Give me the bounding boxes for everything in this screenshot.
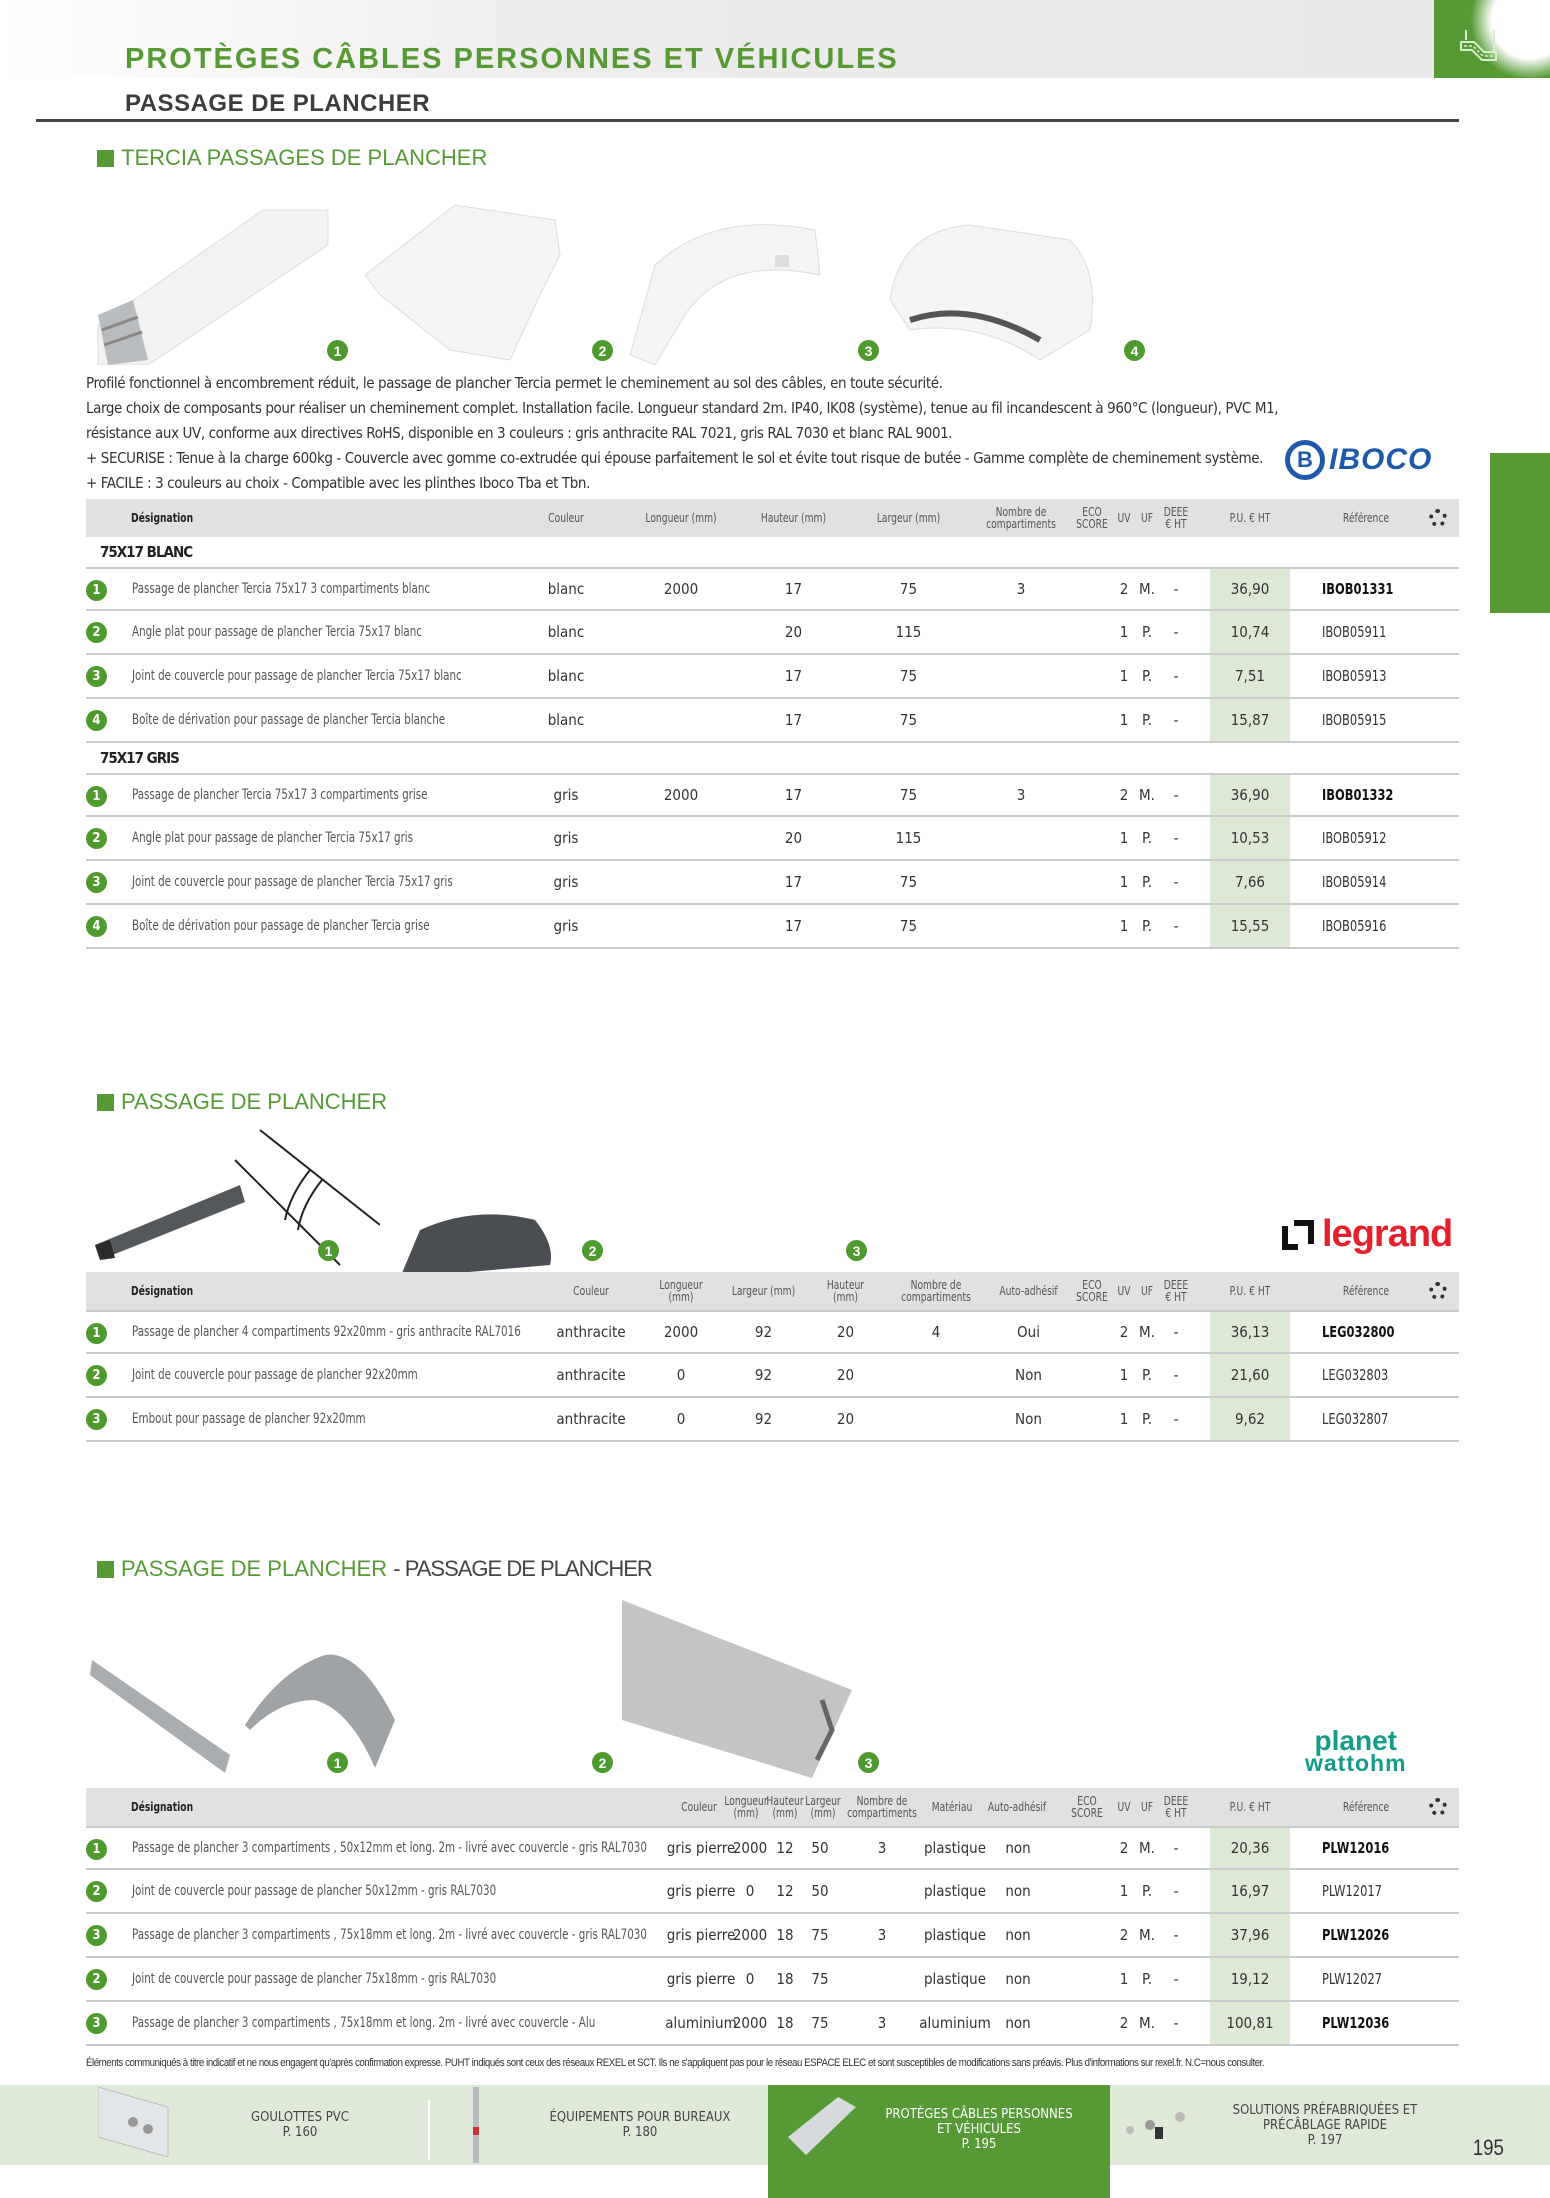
cell-longueur: 0	[745, 1970, 755, 1988]
cell-reference: IBOB05915	[1322, 711, 1387, 729]
cell-longueur: 0	[676, 1410, 686, 1428]
cell-comp: 4	[931, 1323, 941, 1341]
table-header: Désignation Couleur Longueur (mm) Largeur (mm) Hauteur (mm) Nombre de compartiments Auto-adhésif ECO SCORE UV UF DEEE € HT P.U. € HT Référence	[86, 1272, 1459, 1310]
iboco-mark-icon: B	[1285, 440, 1325, 480]
badge-3: 3	[858, 1752, 879, 1773]
cell-uf: P.	[1141, 1882, 1153, 1900]
cell-largeur: 115	[895, 829, 922, 847]
cell-longueur: 0	[745, 1882, 755, 1900]
cell-comp	[886, 1354, 986, 1396]
nav-proteges-cables[interactable]: PROTÈGES CÂBLES PERSONNES ET VÉHICULES P. 195	[768, 2085, 1110, 2198]
product-image-floor-passage	[90, 1180, 250, 1260]
cell-uv: 2	[1119, 580, 1129, 598]
cell-uf: M.	[1139, 786, 1155, 804]
group-label: 75X17 GRIS	[100, 749, 179, 767]
table-row[interactable]	[86, 1914, 1459, 1958]
item-number-badge: 2	[86, 1969, 107, 1990]
cell-comp: 3	[877, 1839, 887, 1857]
cell-largeur: 92	[754, 1410, 773, 1428]
cell-reference: IBOB01332	[1322, 786, 1394, 804]
goulottes-thumbnail-icon	[98, 2087, 173, 2157]
table-row[interactable]	[86, 1958, 1459, 2002]
category-tab	[1434, 0, 1550, 78]
cell-deee: -	[1173, 873, 1179, 891]
cell-price: 15,87	[1210, 699, 1290, 741]
cell-longueur: 2000	[663, 580, 699, 598]
item-number-badge: 1	[86, 786, 107, 807]
cell-couleur: gris pierre	[666, 1882, 736, 1900]
cell-comp	[842, 1958, 922, 2000]
cell-longueur: 2000	[732, 1839, 768, 1857]
cell-uf: M.	[1139, 580, 1155, 598]
equipements-thumbnail-icon	[470, 2085, 482, 2165]
cell-uf: M.	[1139, 1839, 1155, 1857]
cell-deee: -	[1173, 1882, 1179, 1900]
cell-comp	[971, 861, 1071, 903]
cell-deee: -	[1173, 2014, 1179, 2032]
cell-deee: -	[1173, 917, 1179, 935]
badge-2: 2	[582, 1240, 603, 1261]
nav-goulottes-pvc[interactable]: GOULOTTES PVC P. 160	[251, 2110, 349, 2140]
cell-mat: plastique	[923, 1970, 987, 1988]
cell-longueur: 2000	[732, 2014, 768, 2032]
cell-largeur: 50	[811, 1839, 829, 1857]
group-label: 75X17 BLANC	[100, 543, 193, 561]
cell-deee: -	[1173, 786, 1179, 804]
cell-hauteur: 20	[836, 1410, 855, 1428]
cell-couleur: anthracite	[556, 1323, 626, 1341]
table-row[interactable]	[86, 1826, 1459, 1870]
table-row[interactable]	[86, 567, 1459, 611]
product-table-tercia	[86, 499, 1459, 949]
cell-hauteur: 20	[836, 1323, 855, 1341]
cell-deee: -	[1173, 623, 1179, 641]
table-row[interactable]	[86, 1398, 1459, 1442]
product-image-cover-joint	[625, 205, 845, 365]
product-image-junction-box	[880, 210, 1110, 360]
cell-price: 7,66	[1210, 861, 1290, 903]
cell-deee: -	[1173, 1366, 1179, 1384]
cell-mat: plastique	[923, 1882, 987, 1900]
cell-couleur: gris	[553, 873, 579, 891]
recycle-icon	[1429, 509, 1447, 527]
side-tab-marker	[1490, 453, 1550, 613]
cell-longueur: 2000	[663, 786, 699, 804]
product-table-wattohm	[86, 1788, 1459, 2046]
title-divider	[36, 119, 1459, 122]
cell-couleur: gris	[553, 829, 579, 847]
cell-uv: 1	[1119, 711, 1129, 729]
badge-3: 3	[858, 340, 879, 361]
cell-largeur: 75	[811, 1926, 829, 1944]
cell-couleur: gris pierre	[666, 1839, 736, 1857]
cell-auto: Non	[1015, 1410, 1042, 1428]
badge-4: 4	[1124, 340, 1145, 361]
cell-longueur	[631, 655, 731, 697]
cell-uv: 2	[1119, 1926, 1129, 1944]
cell-price: 15,55	[1210, 905, 1290, 947]
badge-1: 1	[318, 1240, 339, 1261]
cell-comp	[971, 905, 1071, 947]
cell-reference: PLW12036	[1322, 2014, 1390, 2032]
table-row[interactable]	[86, 773, 1459, 817]
page-number: 195	[1472, 2135, 1504, 2160]
cell-deee: -	[1173, 1926, 1179, 1944]
cell-designation: Passage de plancher 3 compartiments , 75x18mm et long. 2m - livré avec couvercle - Alu	[132, 2015, 596, 2031]
cell-uf: M.	[1139, 1323, 1155, 1341]
badge-2: 2	[592, 1752, 613, 1773]
proteges-thumbnail-icon	[788, 2097, 858, 2157]
cell-hauteur: 17	[784, 917, 803, 935]
cell-uv: 2	[1119, 1323, 1129, 1341]
cell-longueur	[631, 699, 731, 741]
product-image-wattohm-alu	[622, 1600, 862, 1780]
cell-reference: IBOB05914	[1322, 873, 1387, 891]
cell-uf: P.	[1141, 829, 1153, 847]
legrand-mark-icon	[1282, 1220, 1314, 1250]
cell-mat: plastique	[923, 1839, 987, 1857]
cell-largeur: 92	[754, 1366, 773, 1384]
cell-longueur	[631, 905, 731, 947]
cell-price: 19,12	[1210, 1958, 1290, 2000]
cell-uv: 1	[1119, 873, 1129, 891]
cell-largeur: 75	[899, 580, 918, 598]
cell-comp	[971, 699, 1071, 741]
table-row[interactable]	[86, 1870, 1459, 1914]
cell-uv: 2	[1119, 2014, 1129, 2032]
cell-largeur: 115	[895, 623, 922, 641]
recycle-icon	[1429, 1798, 1447, 1816]
table-row[interactable]	[86, 817, 1459, 861]
nav-equipements-bureaux[interactable]: ÉQUIPEMENTS POUR BUREAUX P. 180	[549, 2110, 731, 2140]
badge-2: 2	[592, 340, 613, 361]
cell-deee: -	[1173, 1323, 1179, 1341]
cell-price: 21,60	[1210, 1354, 1290, 1396]
cell-couleur: anthracite	[556, 1410, 626, 1428]
cell-couleur: anthracite	[556, 1366, 626, 1384]
section-title-tercia: TERCIA PASSAGES DE PLANCHER	[97, 145, 487, 171]
cell-couleur: gris pierre	[666, 1970, 736, 1988]
cell-deee: -	[1173, 1839, 1179, 1857]
item-number-badge: 3	[86, 872, 107, 893]
cell-deee: -	[1173, 829, 1179, 847]
cell-price: 10,74	[1210, 611, 1290, 653]
cell-designation: Joint de couvercle pour passage de plancher 92x20mm	[132, 1367, 418, 1383]
cell-uv: 1	[1119, 1882, 1129, 1900]
product-description: Profilé fonctionnel à encombrement réduit, le passage de plancher Tercia permet le cheminement au sol des câbles, en toute sécurité. Large choix de composants pour réaliser un cheminement complet. Installation facile. Longueur standard 2m. IP40, IK08 (système), tenue au fil incandescent à 960°C (longueur), PVC M1, résistance aux UV, conforme aux directives RoHS, disponible en 3 couleurs : gris anthracite RAL 7021, gris RAL 7030 et blanc RAL 9001. + SECURISE : Tenue à la charge 600kg - Couvercle avec gomme co-extrudée qui épouse parfaitement le sol et évite tout risque de butée - Gamme complète de cheminement système. + FACILE : 3 couleurs au choix - Compatible avec les plinthes Iboco Tba et Tbn.	[86, 374, 1279, 492]
cell-deee: -	[1173, 667, 1179, 685]
cell-hauteur: 17	[784, 667, 803, 685]
cell-uv: 1	[1119, 623, 1129, 641]
cell-reference: IBOB05911	[1322, 623, 1387, 641]
table-header: Désignation Couleur Longueur (mm) Hauteur (mm) Largeur (mm) Nombre de compartiments ECO SCORE UV UF DEEE € HT P.U. € HT Référence	[86, 499, 1459, 537]
section-title-passage-2: PASSAGE DE PLANCHER - PASSAGE DE PLANCHER	[97, 1556, 652, 1582]
cell-hauteur: 20	[784, 623, 803, 641]
cell-couleur: blanc	[547, 623, 585, 641]
cell-hauteur: 18	[776, 1970, 794, 1988]
cell-uv: 2	[1119, 1839, 1129, 1857]
badge-1: 1	[327, 1752, 348, 1773]
cell-hauteur: 12	[776, 1882, 794, 1900]
brand-logo-planet-wattohm: planet wattohm	[1305, 1725, 1407, 1776]
cell-price: 10,53	[1210, 817, 1290, 859]
cell-longueur: 2000	[732, 1926, 768, 1944]
cell-designation: Joint de couvercle pour passage de plancher 50x12mm - gris RAL7030	[132, 1883, 497, 1899]
cell-hauteur: 20	[836, 1366, 855, 1384]
cell-largeur: 92	[754, 1323, 773, 1341]
item-number-badge: 3	[86, 1409, 107, 1430]
cell-largeur: 75	[811, 2014, 829, 2032]
table-row[interactable]	[86, 905, 1459, 949]
item-number-badge: 3	[86, 2013, 107, 2034]
cell-comp: 3	[1016, 786, 1026, 804]
cell-designation: Joint de couvercle pour passage de plancher Tercia 75x17 blanc	[132, 668, 462, 684]
cell-price: 36,13	[1210, 1312, 1290, 1352]
cell-price: 100,81	[1210, 2002, 1290, 2044]
cell-uf: P.	[1141, 1970, 1153, 1988]
item-number-badge: 2	[86, 1881, 107, 1902]
cell-uf: P.	[1141, 917, 1153, 935]
cell-uf: P.	[1141, 1366, 1153, 1384]
item-number-badge: 3	[86, 666, 107, 687]
cell-largeur: 75	[899, 917, 918, 935]
cell-uf: M.	[1139, 1926, 1155, 1944]
cell-comp: 3	[1016, 580, 1026, 598]
cell-comp: 3	[877, 1926, 887, 1944]
product-image-wattohm-profile	[90, 1645, 240, 1775]
cell-hauteur: 18	[776, 1926, 794, 1944]
cell-longueur: 2000	[663, 1323, 699, 1341]
cell-mat: aluminium	[919, 2014, 991, 2032]
brand-logo-iboco: B IBOCO	[1285, 440, 1432, 480]
table-row[interactable]	[86, 655, 1459, 699]
cell-reference: PLW12016	[1322, 1839, 1390, 1857]
cell-uv: 2	[1119, 786, 1129, 804]
table-row[interactable]	[86, 611, 1459, 655]
product-image-wattohm-joint	[240, 1630, 400, 1770]
table-row[interactable]	[86, 1310, 1459, 1354]
cell-deee: -	[1173, 580, 1179, 598]
cell-deee: -	[1173, 711, 1179, 729]
cell-couleur: blanc	[547, 580, 585, 598]
cell-uv: 1	[1119, 829, 1129, 847]
cell-couleur: gris pierre	[666, 1926, 736, 1944]
cell-couleur: gris	[553, 786, 579, 804]
badge-1: 1	[327, 340, 348, 361]
cell-designation: Passage de plancher 3 compartiments , 50x12mm et long. 2m - livré avec couvercle - gris RAL7030	[132, 1840, 647, 1856]
table-row[interactable]	[86, 1354, 1459, 1398]
item-number-badge: 1	[86, 1839, 107, 1860]
cell-comp	[971, 655, 1071, 697]
table-header: Désignation Couleur Longueur (mm) Hauteur (mm) Largeur (mm) Nombre de compartiments Matériau Auto-adhésif ECO SCORE UV UF DEEE € HT P.U. € HT Référence	[86, 1788, 1459, 1826]
item-number-badge: 3	[86, 1925, 107, 1946]
badge-3: 3	[846, 1240, 867, 1261]
cell-largeur: 75	[811, 1970, 829, 1988]
cell-comp: 3	[877, 2014, 887, 2032]
cell-largeur: 75	[899, 786, 918, 804]
recycle-icon	[1429, 1282, 1447, 1300]
item-number-badge: 2	[86, 1365, 107, 1386]
cell-reference: LEG032807	[1322, 1410, 1389, 1428]
cell-auto: non	[1005, 1839, 1031, 1857]
cell-largeur: 50	[811, 1882, 829, 1900]
cell-price: 36,90	[1210, 569, 1290, 609]
item-number-badge: 4	[86, 710, 107, 731]
cell-longueur	[631, 817, 731, 859]
cell-designation: Passage de plancher 4 compartiments 92x20mm - gris anthracite RAL7016	[132, 1324, 521, 1340]
cell-uv: 1	[1119, 667, 1129, 685]
cell-largeur: 75	[899, 711, 918, 729]
cell-price: 37,96	[1210, 1914, 1290, 1956]
cell-comp	[971, 817, 1071, 859]
product-image-cover-joint-drawing	[230, 1125, 380, 1270]
cell-designation: Boîte de dérivation pour passage de plancher Tercia grise	[132, 918, 430, 934]
cell-mat: plastique	[923, 1926, 987, 1944]
cell-reference: IBOB05913	[1322, 667, 1387, 685]
cell-designation: Joint de couvercle pour passage de plancher 75x18mm - gris RAL7030	[132, 1971, 497, 1987]
product-image-profile	[88, 205, 338, 365]
cell-hauteur: 17	[784, 786, 803, 804]
cell-designation: Boîte de dérivation pour passage de plancher Tercia blanche	[132, 712, 446, 728]
cell-designation: Angle plat pour passage de plancher Tercia 75x17 blanc	[132, 624, 422, 640]
cell-reference: IBOB05916	[1322, 917, 1387, 935]
cell-designation: Joint de couvercle pour passage de plancher Tercia 75x17 gris	[132, 874, 453, 890]
cell-comp	[842, 1870, 922, 1912]
cell-uf: M.	[1139, 2014, 1155, 2032]
cell-uv: 1	[1119, 917, 1129, 935]
cell-reference: IBOB05912	[1322, 829, 1387, 847]
cell-couleur: gris	[553, 917, 579, 935]
cell-couleur: blanc	[547, 667, 585, 685]
cell-designation: Embout pour passage de plancher 92x20mm	[132, 1411, 366, 1427]
cable-protector-icon	[1460, 30, 1500, 66]
cell-price: 16,97	[1210, 1870, 1290, 1912]
table-row[interactable]	[86, 699, 1459, 743]
page-main-title: PROTÈGES CÂBLES PERSONNES ET VÉHICULES	[125, 43, 899, 75]
cell-uv: 1	[1119, 1970, 1129, 1988]
cell-deee: -	[1173, 1970, 1179, 1988]
footnote-disclaimer: Éléments communiqués à titre indicatif et ne nous engagent qu'après confirmation expresse. PUHT indiqués sont ceux des réseaux REXEL et SCT. Ils ne s'appliquent pas pour le réseau ESPACE ELEC et sont susceptibles de modifications sans préavis. Plus d'informations sur rexel.fr. N.C=nous consulter.	[86, 2057, 1265, 2069]
bottom-category-nav	[0, 2085, 1550, 2165]
cell-auto: Non	[1015, 1366, 1042, 1384]
page-sub-title: PASSAGE DE PLANCHER	[125, 90, 431, 117]
cell-longueur	[631, 861, 731, 903]
cell-hauteur: 18	[776, 2014, 794, 2032]
cell-price: 20,36	[1210, 1828, 1290, 1868]
cell-largeur: 75	[899, 873, 918, 891]
cell-deee: -	[1173, 1410, 1179, 1428]
nav-solutions-prefabriquees[interactable]: SOLUTIONS PRÉFABRIQUÉES ET PRÉCÂBLAGE RAPIDE P. 197	[1232, 2102, 1418, 2148]
table-row[interactable]	[86, 2002, 1459, 2046]
cell-hauteur: 20	[784, 829, 803, 847]
cell-designation: Passage de plancher 3 compartiments , 75x18mm et long. 2m - livré avec couvercle - gris RAL7030	[132, 1927, 647, 1943]
cell-comp	[971, 611, 1071, 653]
cell-largeur: 75	[899, 667, 918, 685]
cell-uv: 1	[1119, 1366, 1129, 1384]
section-bullet-icon	[97, 1561, 114, 1578]
cell-longueur: 0	[676, 1366, 686, 1384]
cell-designation: Passage de plancher Tercia 75x17 3 compartiments grise	[132, 787, 428, 803]
cell-auto: Oui	[1017, 1323, 1040, 1341]
product-image-flat-angle	[360, 200, 590, 365]
cell-couleur: aluminium	[665, 2014, 737, 2032]
cell-price: 7,51	[1210, 655, 1290, 697]
cell-designation: Angle plat pour passage de plancher Tercia 75x17 gris	[132, 830, 414, 846]
cell-uf: P.	[1141, 1410, 1153, 1428]
cell-uf: P.	[1141, 623, 1153, 641]
item-number-badge: 4	[86, 916, 107, 937]
product-image-end-cap	[395, 1210, 555, 1280]
cell-reference: LEG032800	[1322, 1323, 1395, 1341]
section-title-passage: PASSAGE DE PLANCHER	[97, 1089, 387, 1115]
cell-uf: P.	[1141, 667, 1153, 685]
cell-designation: Passage de plancher Tercia 75x17 3 compartiments blanc	[132, 581, 431, 597]
cell-hauteur: 17	[784, 580, 803, 598]
cell-reference: PLW12027	[1322, 1970, 1382, 1988]
cell-couleur: blanc	[547, 711, 585, 729]
cell-reference: PLW12017	[1322, 1882, 1382, 1900]
cell-reference: LEG032803	[1322, 1366, 1389, 1384]
cell-uf: P.	[1141, 711, 1153, 729]
cell-uv: 1	[1119, 1410, 1129, 1428]
item-number-badge: 1	[86, 1323, 107, 1344]
cell-price: 36,90	[1210, 775, 1290, 815]
product-table-legrand	[86, 1272, 1459, 1442]
cell-comp	[886, 1398, 986, 1440]
section-bullet-icon	[97, 1094, 114, 1111]
cell-auto: non	[1005, 1926, 1031, 1944]
cell-price: 9,62	[1210, 1398, 1290, 1440]
cell-auto: non	[1005, 1882, 1031, 1900]
cell-hauteur: 17	[784, 873, 803, 891]
cell-reference: IBOB01331	[1322, 580, 1394, 598]
cell-auto: non	[1005, 2014, 1031, 2032]
cell-longueur	[631, 611, 731, 653]
solutions-thumbnail-icon	[1120, 2105, 1200, 2150]
cell-hauteur: 12	[776, 1839, 794, 1857]
item-number-badge: 1	[86, 580, 107, 601]
brand-logo-legrand: legrand	[1282, 1213, 1452, 1256]
item-number-badge: 2	[86, 622, 107, 643]
section-bullet-icon	[97, 150, 114, 167]
cell-hauteur: 17	[784, 711, 803, 729]
table-row[interactable]	[86, 861, 1459, 905]
cell-uf: P.	[1141, 873, 1153, 891]
item-number-badge: 2	[86, 828, 107, 849]
cell-auto: non	[1005, 1970, 1031, 1988]
cell-reference: PLW12026	[1322, 1926, 1390, 1944]
